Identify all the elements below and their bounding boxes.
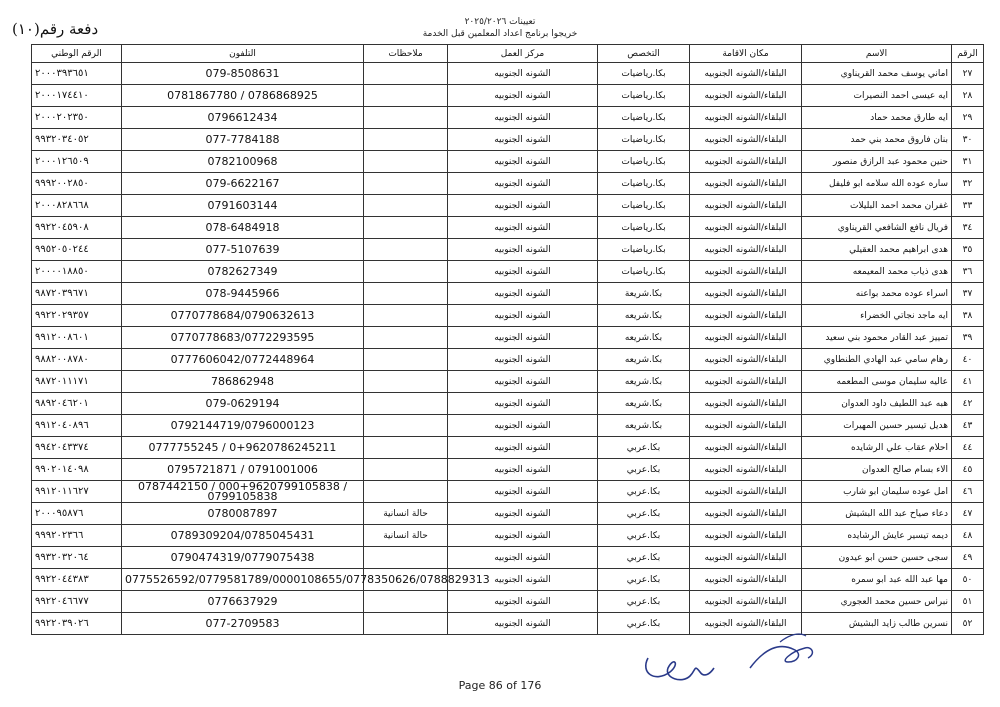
cell-work-center: الشونه الجنوبيه <box>448 569 598 591</box>
col-header-national-id: الرقم الوطني <box>32 45 122 63</box>
cell-phone: 0770778683/0772293595 <box>122 327 364 349</box>
cell-specialty: بكا.شريعه <box>598 393 690 415</box>
cell-name: هدى ابراهيم محمد العقيلي <box>802 239 952 261</box>
cell-number: ٣٠ <box>952 129 984 151</box>
cell-work-center: الشونه الجنوبيه <box>448 283 598 305</box>
cell-national-id: ٩٩٩٢٠٢٣٦٦ <box>32 525 122 547</box>
cell-national-id: ٩٩١٢٠٤٠٨٩٦ <box>32 415 122 437</box>
col-header-notes: ملاحظات <box>364 45 448 63</box>
cell-residence: البلقاء/الشونه الجنوبيه <box>690 415 802 437</box>
cell-residence: البلقاء/الشونه الجنوبيه <box>690 393 802 415</box>
cell-specialty: بكا.عربي <box>598 547 690 569</box>
cell-specialty: بكا.رياضيات <box>598 239 690 261</box>
col-header-name: الاسم <box>802 45 952 63</box>
cell-work-center: الشونه الجنوبيه <box>448 107 598 129</box>
cell-national-id: ٩٩٣٢٠٣٤٠٥٢ <box>32 129 122 151</box>
cell-number: ٣٥ <box>952 239 984 261</box>
table-header-row <box>32 45 984 63</box>
cell-national-id: ٢٠٠٠١٧٤٤١٠ <box>32 85 122 107</box>
cell-residence: البلقاء/الشونه الجنوبيه <box>690 173 802 195</box>
cell-specialty: بكا.رياضيات <box>598 107 690 129</box>
cell-specialty: بكا.رياضيات <box>598 217 690 239</box>
col-header-residence: مكان الاقامة <box>690 45 802 63</box>
cell-specialty: بكا.رياضيات <box>598 195 690 217</box>
cell-number: ٤٤ <box>952 437 984 459</box>
cell-phone: 0780087897 <box>122 503 364 525</box>
table-row <box>32 481 984 503</box>
cell-number: ٣٤ <box>952 217 984 239</box>
cell-specialty: بكا.عربي <box>598 591 690 613</box>
cell-number: ٢٩ <box>952 107 984 129</box>
table-row <box>32 569 984 591</box>
cell-national-id: ٩٩٢٢٠٢٩٣٥٧ <box>32 305 122 327</box>
cell-name: تمييز عبد القادر محمود بني سعيد <box>802 327 952 349</box>
cell-name: عاليه سليمان موسى المطعمه <box>802 371 952 393</box>
cell-national-id: ٩٩٠٢٠١٤٠٩٨ <box>32 459 122 481</box>
cell-notes <box>364 129 448 151</box>
table-row <box>32 151 984 173</box>
cell-phone: 786862948 <box>122 371 364 393</box>
cell-residence: البلقاء/الشونه الجنوبيه <box>690 151 802 173</box>
cell-number: ٥٠ <box>952 569 984 591</box>
cell-specialty: بكا.عربي <box>598 437 690 459</box>
cell-work-center: الشونه الجنوبيه <box>448 459 598 481</box>
appointments-table <box>31 44 984 635</box>
cell-name: فريال نافع الشافعي القريناوي <box>802 217 952 239</box>
cell-notes <box>364 393 448 415</box>
cell-notes <box>364 195 448 217</box>
cell-specialty: بكا.شريعه <box>598 371 690 393</box>
col-header-number: الرقم <box>952 45 984 63</box>
cell-specialty: بكا.شريعه <box>598 305 690 327</box>
table-row <box>32 63 984 85</box>
cell-work-center: الشونه الجنوبيه <box>448 481 598 503</box>
table-row <box>32 503 984 525</box>
cell-national-id: ٩٩٢٢٠٣٩٠٢٦ <box>32 613 122 635</box>
cell-specialty: بكا.عربي <box>598 481 690 503</box>
table-row <box>32 217 984 239</box>
table-row <box>32 415 984 437</box>
table-row <box>32 393 984 415</box>
cell-notes <box>364 261 448 283</box>
cell-national-id: ٩٩٢٢٠٤٥٩٠٨ <box>32 217 122 239</box>
cell-national-id: ٢٠٠٠١٢٦٥٠٩ <box>32 151 122 173</box>
cell-national-id: ٢٠٠٠٠١٨٨٥٠ <box>32 261 122 283</box>
cell-national-id: ٩٩٣٢٠٣٢٠٦٤ <box>32 547 122 569</box>
cell-number: ٤٢ <box>952 393 984 415</box>
table-row <box>32 591 984 613</box>
cell-number: ٢٧ <box>952 63 984 85</box>
cell-residence: البلقاء/الشونه الجنوبيه <box>690 305 802 327</box>
cell-notes <box>364 547 448 569</box>
cell-phone: 0781867780 / 0786868925 <box>122 85 364 107</box>
cell-notes <box>364 591 448 613</box>
cell-residence: البلقاء/الشونه الجنوبيه <box>690 547 802 569</box>
cell-notes <box>364 349 448 371</box>
cell-phone: 077-7784188 <box>122 129 364 151</box>
cell-residence: البلقاء/الشونه الجنوبيه <box>690 239 802 261</box>
cell-residence: البلقاء/الشونه الجنوبيه <box>690 107 802 129</box>
table-row <box>32 107 984 129</box>
cell-notes <box>364 613 448 635</box>
cell-work-center: الشونه الجنوبيه <box>448 239 598 261</box>
cell-residence: البلقاء/الشونه الجنوبيه <box>690 349 802 371</box>
cell-national-id: ٩٩١٢٠١١٦٢٧ <box>32 481 122 503</box>
cell-name: ديمه تيسير عايش الرشايده <box>802 525 952 547</box>
cell-notes <box>364 459 448 481</box>
cell-name: ايه ماجد نجاتي الخضراء <box>802 305 952 327</box>
cell-name: هدى ذياب محمد المعيمعه <box>802 261 952 283</box>
cell-phone: 0782100968 <box>122 151 364 173</box>
cell-notes <box>364 415 448 437</box>
cell-residence: البلقاء/الشونه الجنوبيه <box>690 195 802 217</box>
cell-number: ٣٩ <box>952 327 984 349</box>
col-header-specialty: التخصص <box>598 45 690 63</box>
cell-number: ٤٦ <box>952 481 984 503</box>
cell-national-id: ٢٠٠٠٩٥٨٧٦ <box>32 503 122 525</box>
cell-residence: البلقاء/الشونه الجنوبيه <box>690 503 802 525</box>
cell-specialty: بكا.شريعه <box>598 415 690 437</box>
cell-residence: البلقاء/الشونه الجنوبيه <box>690 437 802 459</box>
cell-name: هديل تيسير حسين المهيرات <box>802 415 952 437</box>
cell-name: بنان فاروق محمد بني حمد <box>802 129 952 151</box>
table-row <box>32 371 984 393</box>
cell-residence: البلقاء/الشونه الجنوبيه <box>690 459 802 481</box>
cell-national-id: ٢٠٠٠٢٠٢٣٥٠ <box>32 107 122 129</box>
cell-name: ايه طارق محمد حماد <box>802 107 952 129</box>
cell-name: رهام سامي عبد الهادي الطنطاوي <box>802 349 952 371</box>
cell-notes <box>364 85 448 107</box>
cell-national-id: ٩٨٩٢٠٤٦٢٠١ <box>32 393 122 415</box>
cell-residence: البلقاء/الشونه الجنوبيه <box>690 481 802 503</box>
cell-notes <box>364 151 448 173</box>
cell-specialty: بكا.رياضيات <box>598 151 690 173</box>
cell-notes <box>364 371 448 393</box>
cell-work-center: الشونه الجنوبيه <box>448 371 598 393</box>
cell-residence: البلقاء/الشونه الجنوبيه <box>690 129 802 151</box>
cell-work-center: الشونه الجنوبيه <box>448 547 598 569</box>
cell-name: ساره عوده الله سلامه ابو فليفل <box>802 173 952 195</box>
col-header-phone: التلفون <box>122 45 364 63</box>
cell-name: غفران محمد احمد البليلات <box>802 195 952 217</box>
cell-number: ٤٨ <box>952 525 984 547</box>
page-footer: Page 86 of 176 <box>458 679 542 692</box>
cell-number: ٤٣ <box>952 415 984 437</box>
cell-number: ٤٥ <box>952 459 984 481</box>
table-row <box>32 305 984 327</box>
cell-name: نبراس حسين محمد العجوري <box>802 591 952 613</box>
cell-work-center: الشونه الجنوبيه <box>448 437 598 459</box>
cell-national-id: ٩٩٢٢٠٤٦٦٧٧ <box>32 591 122 613</box>
cell-work-center: الشونه الجنوبيه <box>448 173 598 195</box>
cell-residence: البلقاء/الشونه الجنوبيه <box>690 569 802 591</box>
cell-work-center: الشونه الجنوبيه <box>448 305 598 327</box>
cell-notes <box>364 305 448 327</box>
table-row <box>32 283 984 305</box>
cell-specialty: بكا.شريعه <box>598 349 690 371</box>
cell-notes <box>364 107 448 129</box>
cell-specialty: بكا.رياضيات <box>598 129 690 151</box>
cell-phone: 077-2709583 <box>122 613 364 635</box>
cell-work-center: الشونه الجنوبيه <box>448 63 598 85</box>
cell-work-center: الشونه الجنوبيه <box>448 195 598 217</box>
cell-work-center: الشونه الجنوبيه <box>448 261 598 283</box>
cell-number: ٣٣ <box>952 195 984 217</box>
cell-number: ٥١ <box>952 591 984 613</box>
cell-phone: 0789309204/0785045431 <box>122 525 364 547</box>
cell-work-center: الشونه الجنوبيه <box>448 613 598 635</box>
cell-residence: البلقاء/الشونه الجنوبيه <box>690 525 802 547</box>
cell-notes <box>364 481 448 503</box>
cell-name: نسرين طالب زايد البشيش <box>802 613 952 635</box>
table-row <box>32 327 984 349</box>
document-subtitle: خريجوا برنامج اعداد المعلمين قبل الخدمة <box>422 29 578 39</box>
cell-name: دعاء صياح عبد الله البشيش <box>802 503 952 525</box>
cell-number: ٢٨ <box>952 85 984 107</box>
cell-specialty: بكا.رياضيات <box>598 85 690 107</box>
cell-specialty: بكا.عربي <box>598 569 690 591</box>
cell-number: ٥٢ <box>952 613 984 635</box>
cell-national-id: ٩٨٧٢٠٣٩٦٧١ <box>32 283 122 305</box>
cell-residence: البلقاء/الشونه الجنوبيه <box>690 63 802 85</box>
cell-number: ٣٦ <box>952 261 984 283</box>
cell-number: ٤٩ <box>952 547 984 569</box>
cell-specialty: بكا.شريعه <box>598 327 690 349</box>
document-title: تعيينات ٢٠٢٥/٢٠٢٦ <box>464 17 536 27</box>
table-row <box>32 349 984 371</box>
cell-residence: البلقاء/الشونه الجنوبيه <box>690 371 802 393</box>
cell-number: ٣١ <box>952 151 984 173</box>
cell-residence: البلقاء/الشونه الجنوبيه <box>690 217 802 239</box>
cell-name: احلام عقاب علي الرشايده <box>802 437 952 459</box>
cell-phone: 077-5107639 <box>122 239 364 261</box>
cell-name: ايه عيسى احمد النصيرات <box>802 85 952 107</box>
table-row <box>32 437 984 459</box>
cell-name: امل عوده سليمان ابو شارب <box>802 481 952 503</box>
cell-notes <box>364 327 448 349</box>
cell-name: هبه عبد اللطيف داود العدوان <box>802 393 952 415</box>
cell-work-center: الشونه الجنوبيه <box>448 151 598 173</box>
cell-number: ٣٢ <box>952 173 984 195</box>
cell-specialty: بكا.عربي <box>598 459 690 481</box>
table-row <box>32 85 984 107</box>
table-row <box>32 459 984 481</box>
cell-number: ٤١ <box>952 371 984 393</box>
cell-work-center: الشونه الجنوبيه <box>448 327 598 349</box>
cell-national-id: ٩٩٩٢٠٠٢٨٥٠ <box>32 173 122 195</box>
table-row <box>32 239 984 261</box>
cell-number: ٤٧ <box>952 503 984 525</box>
cell-number: ٣٧ <box>952 283 984 305</box>
cell-work-center: الشونه الجنوبيه <box>448 591 598 613</box>
cell-work-center: الشونه الجنوبيه <box>448 503 598 525</box>
cell-specialty: بكا.رياضيات <box>598 261 690 283</box>
table-row <box>32 613 984 635</box>
cell-phone: 0791603144 <box>122 195 364 217</box>
cell-number: ٤٠ <box>952 349 984 371</box>
cell-phone: 079-6622167 <box>122 173 364 195</box>
cell-notes: حالة انسانية <box>364 503 448 525</box>
cell-name: اماني يوسف محمد القريناوي <box>802 63 952 85</box>
cell-phone: 0782627349 <box>122 261 364 283</box>
cell-phone: 0777606042/0772448964 <box>122 349 364 371</box>
cell-phone: 0796612434 <box>122 107 364 129</box>
col-header-work-center: مركز العمل <box>448 45 598 63</box>
cell-phone: 0776637929 <box>122 591 364 613</box>
cell-name: حنين محمود عبد الرازق منصور <box>802 151 952 173</box>
cell-residence: البلقاء/الشونه الجنوبيه <box>690 327 802 349</box>
cell-phone: 0795721871 / 0791001006 <box>122 459 364 481</box>
cell-national-id: ٩٩٥٢٠٥٠٢٤٤ <box>32 239 122 261</box>
batch-number-label: دفعة رقم(١٠) <box>12 20 99 38</box>
table-row <box>32 129 984 151</box>
cell-residence: البلقاء/الشونه الجنوبيه <box>690 85 802 107</box>
cell-work-center: الشونه الجنوبيه <box>448 217 598 239</box>
cell-phone: 079-8508631 <box>122 63 364 85</box>
cell-work-center: الشونه الجنوبيه <box>448 525 598 547</box>
cell-phone: 0777755245 / 0+9620786245211 <box>122 437 364 459</box>
cell-specialty: بكا.عربي <box>598 503 690 525</box>
cell-notes: حالة انسانية <box>364 525 448 547</box>
cell-name: اسراء عوده محمد بواعنه <box>802 283 952 305</box>
cell-specialty: بكا.رياضيات <box>598 173 690 195</box>
cell-work-center: الشونه الجنوبيه <box>448 393 598 415</box>
cell-work-center: الشونه الجنوبيه <box>448 349 598 371</box>
cell-phone: 0775526592/0779581789/0000108655/0778350626/0788829313 <box>122 569 364 591</box>
table-row <box>32 525 984 547</box>
cell-number: ٣٨ <box>952 305 984 327</box>
cell-residence: البلقاء/الشونه الجنوبيه <box>690 591 802 613</box>
cell-residence: البلقاء/الشونه الجنوبيه <box>690 613 802 635</box>
cell-residence: البلقاء/الشونه الجنوبيه <box>690 261 802 283</box>
table-row <box>32 195 984 217</box>
cell-name: مها عبد الله عبد ابو سمره <box>802 569 952 591</box>
cell-phone: 0792144719/0796000123 <box>122 415 364 437</box>
cell-work-center: الشونه الجنوبيه <box>448 129 598 151</box>
cell-phone: 078-9445966 <box>122 283 364 305</box>
cell-notes <box>364 283 448 305</box>
cell-phone: 0790474319/0779075438 <box>122 547 364 569</box>
cell-specialty: بكا.رياضيات <box>598 63 690 85</box>
cell-phone: 079-0629194 <box>122 393 364 415</box>
cell-national-id: ٢٠٠٠٣٩٣٦٥١ <box>32 63 122 85</box>
cell-name: سجى حسين حسن ابو عيدون <box>802 547 952 569</box>
cell-national-id: ٩٩٢٢٠٤٤٣٨٣ <box>32 569 122 591</box>
cell-residence: البلقاء/الشونه الجنوبيه <box>690 283 802 305</box>
cell-national-id: ٩٩٤٢٠٤٣٣٧٤ <box>32 437 122 459</box>
cell-specialty: بكا.شريعة <box>598 283 690 305</box>
cell-notes <box>364 239 448 261</box>
cell-national-id: ٩٩١٢٠٠٨٦٠١ <box>32 327 122 349</box>
cell-phone: 078-6484918 <box>122 217 364 239</box>
cell-phone: 0787442150 / 000+9620799105838 / 0799105838 <box>122 481 364 503</box>
table-row <box>32 261 984 283</box>
table-row <box>32 547 984 569</box>
cell-national-id: ٢٠٠٠٨٢٨٦٦٨ <box>32 195 122 217</box>
cell-phone: 0770778684/0790632613 <box>122 305 364 327</box>
cell-specialty: بكا.عربي <box>598 525 690 547</box>
cell-notes <box>364 173 448 195</box>
cell-notes <box>364 63 448 85</box>
cell-work-center: الشونه الجنوبيه <box>448 85 598 107</box>
cell-notes <box>364 217 448 239</box>
cell-national-id: ٩٨٧٢٠١١١٧١ <box>32 371 122 393</box>
cell-work-center: الشونه الجنوبيه <box>448 415 598 437</box>
cell-national-id: ٩٨٨٢٠٠٨٧٨٠ <box>32 349 122 371</box>
cell-specialty: بكا.عربي <box>598 613 690 635</box>
cell-notes <box>364 437 448 459</box>
cell-name: الاء بسام صالح العدوان <box>802 459 952 481</box>
table-row <box>32 173 984 195</box>
